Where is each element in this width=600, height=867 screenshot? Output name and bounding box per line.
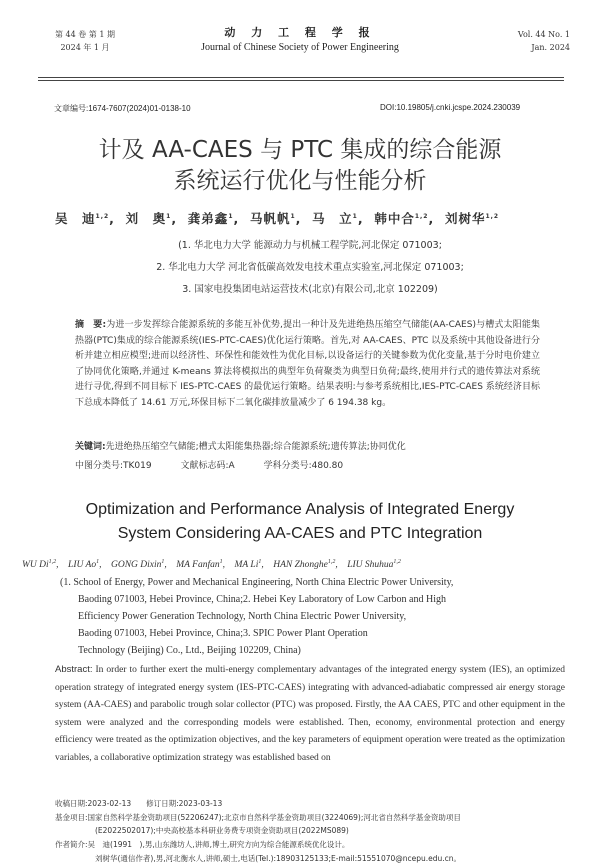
- journal-name-en: Journal of Chinese Society of Power Engineering: [201, 42, 399, 53]
- author-cn: 韩中合$^{1,2}$,: [374, 211, 435, 226]
- author-cn: 马帆帆$^1$,: [249, 211, 302, 226]
- affiliations-en: [60, 574, 560, 659]
- footnote-dates: 收稿日期:2023-02-13 修订日期:2023-03-13: [55, 799, 223, 808]
- affiliation-en-line: (1. School of Energy, Power and Mechanical Engineering, North China Electric Power University,: [60, 577, 454, 588]
- discipline-code: 学科分类号:480.80: [263, 461, 344, 471]
- author-en: LIU Shuhua$^{1,2}$: [347, 559, 401, 571]
- header-volume-cn: [40, 28, 130, 54]
- affiliation-cn: 3. 国家电投集团电站运营技术(北京)有限公司,北京 102209): [182, 284, 438, 295]
- date-en: Jan. 2024: [531, 43, 570, 52]
- author-en: HAN Zhonghe$^{1,2}$,: [273, 559, 338, 571]
- author-en: MA Fanfan$^1$,: [176, 559, 226, 571]
- footnote-fund: 基金项目:国家自然科学基金资助项目(52206247);北京市自然科学基金资助项目(3224069);河北省自然科学基金资助项目: [55, 813, 461, 822]
- title-en-line: System Considering AA-CAES and PTC Integration: [117, 525, 483, 542]
- keywords-cn: [75, 440, 540, 454]
- header-volume-en: [500, 28, 570, 54]
- title-cn-line: 计及 AA-CAES 与 PTC 集成的综合能源: [98, 137, 502, 163]
- affiliation-en-line: Baoding 071003, Hebei Province, China;2. Hebei Key Laboratory of Low Carbon and High: [78, 594, 446, 605]
- footnote-author: 作者简介:吴 迪(1991 ),男,山东潍坊人,讲师,博士,研究方向为综合能源系统优化设计。: [55, 840, 350, 849]
- abstract-cn-label: 摘 要:: [75, 320, 107, 330]
- author-cn: 刘树华$^{1,2}$: [444, 211, 500, 226]
- header-rule-2: [38, 80, 564, 81]
- affiliation-cn: (1. 华北电力大学 能源动力与机械工程学院,河北保定 071003;: [178, 240, 442, 251]
- doi: DOI:10.19805/j.cnki.jcspe.2024.230039: [380, 103, 521, 112]
- volume-cn: 第 44 卷 第 1 期: [55, 30, 115, 39]
- clc-number: 中图分类号:TK019: [75, 461, 152, 471]
- author-cn: 吴 迪$^{1,2}$,: [55, 211, 115, 226]
- header-rule: [38, 77, 564, 78]
- affiliation-cn: 2. 华北电力大学 河北省低碳高效发电技术重点实验室,河北保定 071003;: [156, 262, 464, 273]
- author-cn: 龚弟鑫$^1$,: [187, 211, 240, 226]
- title-cn-line: 系统运行优化与性能分析: [173, 168, 427, 194]
- author-cn: 刘 奥$^1$,: [125, 211, 178, 226]
- footnote-fund-cont: (E2022502017);中央高校基本科研业务费专项资金资助项目(2022MS089): [95, 826, 349, 835]
- authors-cn: [55, 209, 565, 227]
- abstract-cn: [75, 318, 540, 412]
- abstract-en-text: In order to further exert the multi-energy complementary advantages of the integrated energy system (IES), an optimized operation strategy of integrated energy system (IES-PTC-CAES) integrating with advanced-adiabatic compressed air energy storage system (AA-CAES) and parabolic trough solar collector (PTC) was proposed. Firstly, the AA CAES, PTC and other equipment in the system were analyzed and the corresponding models were established. Then, economy, environmental protection and energy efficiency were treated as the optimization objectives, and the key parameters of equipment operation were treated as the optimization variables, a collaborative optimization strategy was established based on: [55, 665, 566, 763]
- author-cn: 马 立$^1$,: [312, 211, 364, 226]
- author-en: MA Li$^1$,: [234, 559, 264, 571]
- keywords-cn-label: 关键词:: [75, 442, 106, 452]
- document-code: 文献标志码:A: [180, 461, 235, 471]
- author-en: WU Di$^{1,2}$,: [22, 559, 59, 571]
- title-cn: [40, 135, 560, 197]
- affiliation-en-line: Technology (Beijing) Co., Ltd., Beijing 102209, China): [78, 645, 301, 656]
- volume-en: Vol. 44 No. 1: [517, 30, 570, 39]
- abstract-en: [55, 661, 565, 768]
- abstract-cn-text: 为进一步发挥综合能源系统的多能互补优势,提出一种计及先进绝热压缩空气储能(AA-CAES)与槽式太阳能集热器(PTC)集成的综合能源系统(IES-PTC-CAES)优化运行策略。首先,对 AA-CAES、PTC 以及系统中其他设备进行分析并建立相应模型;进而以经济性、环保性和能效性为优化目标,以设备运行的关键参数为优化变量,基于分时电价建立了协同优化策略,并通过 K-means 算法将模拟出的典型年负荷聚类为典型日负荷;最终,使用并行式的遗传算法对系统进行寻优,得到不同目标下 IES-PTC-CAES 的最优运行策略。结果表明:与参考系统相比,IES-PTC-CAES 系统经济目标下总成本降低了 14.61 万元,环保目标下二氧化碳排放量减少了 6 194.38 kg。: [75, 320, 540, 408]
- journal-name-cn: 动 力 工 程 学 报: [224, 26, 376, 39]
- affiliation-en-line: Baoding 071003, Hebei Province, China;3. SPIC Power Plant Operation: [78, 628, 368, 639]
- footnote-corresponding-author: 刘树华(通信作者),男,河北衡水人,讲师,硕士,电话(Tel.):18903125133;E-mail:51551070@ncepu.edu.cn。: [95, 854, 462, 863]
- authors-en: [22, 559, 582, 570]
- date-cn: 2024 年 1 月: [60, 43, 110, 52]
- keywords-cn-text: 先进绝热压缩空气储能;槽式太阳能集热器;综合能源系统;遗传算法;协同优化: [105, 442, 406, 452]
- title-en-line: Optimization and Performance Analysis of Integrated Energy: [85, 501, 515, 518]
- affiliation-en-line: Efficiency Power Generation Technology, North China Electric Power University,: [78, 611, 407, 622]
- classification: [75, 458, 540, 471]
- abstract-en-label: Abstract:: [55, 664, 93, 675]
- author-en: LIU Ao$^1$,: [68, 559, 102, 571]
- title-en: [40, 498, 560, 546]
- author-en: GONG Dixin$^1$,: [110, 559, 167, 571]
- header-journal: [165, 24, 435, 53]
- article-number: 文章编号:1674-7607(2024)01-0138-10: [54, 104, 191, 113]
